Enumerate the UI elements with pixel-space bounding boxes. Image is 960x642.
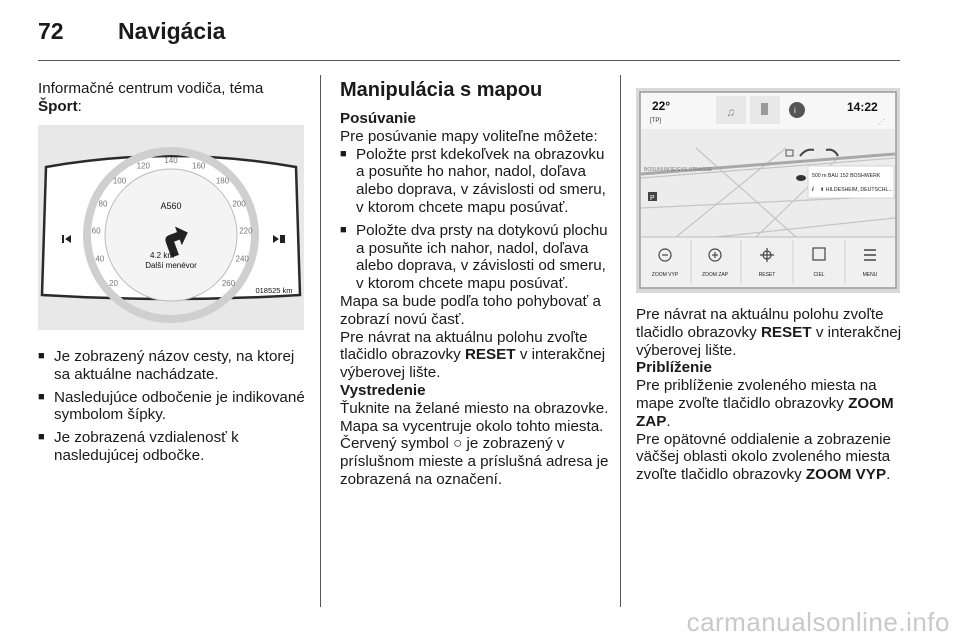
zoom-out-text: Pre opätovné oddialenie a zobrazenie väčšej oblasti okolo zvoleného miesta zvoľte tlačidlo obrazovky (636, 430, 891, 484)
speed-tick-label: 100 (112, 176, 127, 186)
red-symbol-text: Červený symbol (340, 435, 449, 453)
nav-screen-illustration (636, 88, 900, 293)
temperature-readout: 22° (652, 99, 671, 113)
return-text: Pre návrat na aktuálnu polohu zvoľte tlačidlo obrazovky (340, 328, 588, 364)
pan-intro: Pre posúvanie mapy voliteľne môžete: (340, 127, 598, 145)
speed-tick-label: 120 (136, 161, 150, 171)
speed-tick-label: 60 (91, 226, 101, 236)
intro-paragraph (38, 80, 308, 116)
cluster-odometer: 018525 km (255, 286, 293, 295)
menu-label: MENU (862, 272, 878, 278)
list-item: ■ Nasledujúce odbočenie je indikované symbolom šípky. (38, 389, 310, 425)
zoom-title: Priblíženie (636, 359, 712, 377)
speed-tick-label: 20 (109, 279, 118, 289)
zoom-out-tail: . (886, 466, 891, 484)
zoom-in-label-text: ZOOM ZAP (636, 394, 894, 430)
return-text-tail: v interakčnej výberovej lište. (340, 346, 606, 382)
speed-tick-label: 180 (215, 176, 230, 186)
cluster-figure (38, 125, 304, 330)
zoom-in-label: ZOOM ZAP (701, 272, 729, 278)
cluster-road: A560 (160, 201, 182, 211)
phone-icon (761, 103, 768, 115)
return-text-tail: v interakčnej výberovej lište. (636, 323, 902, 359)
zoom-in-tail: . (666, 412, 671, 430)
red-symbol-text-tail: je zobrazený v príslušnom mieste a príslušná adresa je zobrazená na označení. (340, 435, 609, 488)
speed-tick-label: 220 (239, 226, 253, 236)
middle-column (340, 78, 610, 489)
maneuver-box (808, 166, 894, 198)
column-divider-left (320, 75, 321, 607)
reset-screen-label: RESET (758, 272, 776, 278)
cluster-illustration (38, 125, 304, 330)
left-bullets (38, 348, 310, 465)
list-item: ■ Položte dva prsty na dotykovú plochu a posuňte ich nahor, nadol, doľava alebo doprava, v závislosti od smeru, v ktorom chcete mapu posúvať. (340, 222, 610, 293)
pan-result: Mapa sa bude podľa toho pohybovať a zobrazí novú časť. (340, 292, 601, 328)
pan-title: Posúvanie (340, 110, 416, 127)
column-divider-right (620, 75, 621, 607)
zoom-out-label-text: ZOOM VYP (805, 466, 887, 484)
reset-label: RESET (464, 346, 516, 364)
circle-symbol-icon: ○ (453, 435, 463, 453)
right-column (636, 306, 906, 484)
clock-readout: 14:22 (847, 100, 878, 114)
zoom-out-paragraph (636, 431, 906, 484)
speed-tick-label: 80 (98, 199, 108, 209)
nav-screen-figure (636, 88, 900, 293)
zoom-in-text: Pre priblíženie zvoleného miesta na mape zvoľte tlačidlo obrazovky (636, 377, 877, 412)
svg-text:P: P (650, 195, 655, 202)
left-bullet-list (38, 348, 310, 465)
zoom-out-label: ZOOM VYP (651, 272, 679, 278)
list-item: ■ Je zobrazená vzdialenosť k nasledujúcej odbočke. (38, 429, 310, 465)
reset-label: RESET (760, 323, 812, 341)
left-column (38, 80, 308, 116)
section-heading: Manipulácia s mapou (340, 79, 543, 101)
intro-line: Informačné centrum vodiča, téma (38, 80, 264, 97)
cluster-next-maneuver: Další menévor (145, 261, 197, 270)
music-note-icon: ♫ (726, 105, 735, 119)
speed-tick-label: 200 (232, 199, 246, 209)
return-paragraph-right (636, 306, 906, 359)
center-title: Vystredenie (340, 381, 426, 399)
speed-tick-label: 260 (221, 279, 236, 289)
return-paragraph (340, 329, 610, 382)
page-title: Navigácia (118, 18, 226, 44)
speed-tick-label: 160 (192, 161, 206, 171)
signal-icon: ⋰ (878, 119, 885, 126)
list-item: ■ Je zobrazený názov cesty, na ktorej sa aktuálne nachádzate. (38, 348, 310, 384)
page-number: 72 (38, 18, 64, 44)
traffic-indicator: [TP] (650, 118, 662, 124)
destination-text: ⬆ HILDESHEIM, DEUTSCHL... (820, 187, 893, 193)
map-street-label: BOSUNUMJE/GYS STRASSE (644, 167, 713, 173)
speed-tick-label: 140 (164, 156, 178, 165)
intro-bold: Šport (38, 97, 78, 115)
pan-bullet-list (340, 146, 610, 293)
red-symbol-paragraph (340, 435, 610, 488)
navigation-app-icon (789, 102, 805, 118)
direction-icon: 𝒊 (812, 187, 814, 193)
speed-tick-label: 40 (95, 254, 105, 264)
vehicle-marker (796, 175, 806, 181)
svg-text:i: i (794, 106, 796, 115)
destination-label: CIEL (813, 272, 825, 278)
center-text: Ťuknite na želané miesto na obrazovke. Mapa sa vycentruje okolo tohto miesta. (340, 399, 609, 435)
watermark: carmanualsonline.info (686, 607, 950, 637)
maneuver-text: 500 m BAU 152 BOSHWERK (812, 173, 881, 179)
speed-tick-label: 240 (235, 254, 249, 264)
intro-tail: : (77, 97, 82, 115)
return-text: Pre návrat na aktuálnu polohu zvoľte tlačidlo obrazovky (636, 306, 884, 341)
zoom-in-paragraph (636, 377, 906, 430)
interaction-bar (641, 237, 895, 287)
cluster-distance: 4.2 km (149, 251, 175, 260)
header-rule (38, 60, 900, 61)
list-item: ■ Položte prst kdekoľvek na obrazovku a posuňte ho nahor, nadol, doľava alebo doprava, v závislosti od smeru, v ktorom chcete mapu posúvať. (340, 146, 610, 217)
